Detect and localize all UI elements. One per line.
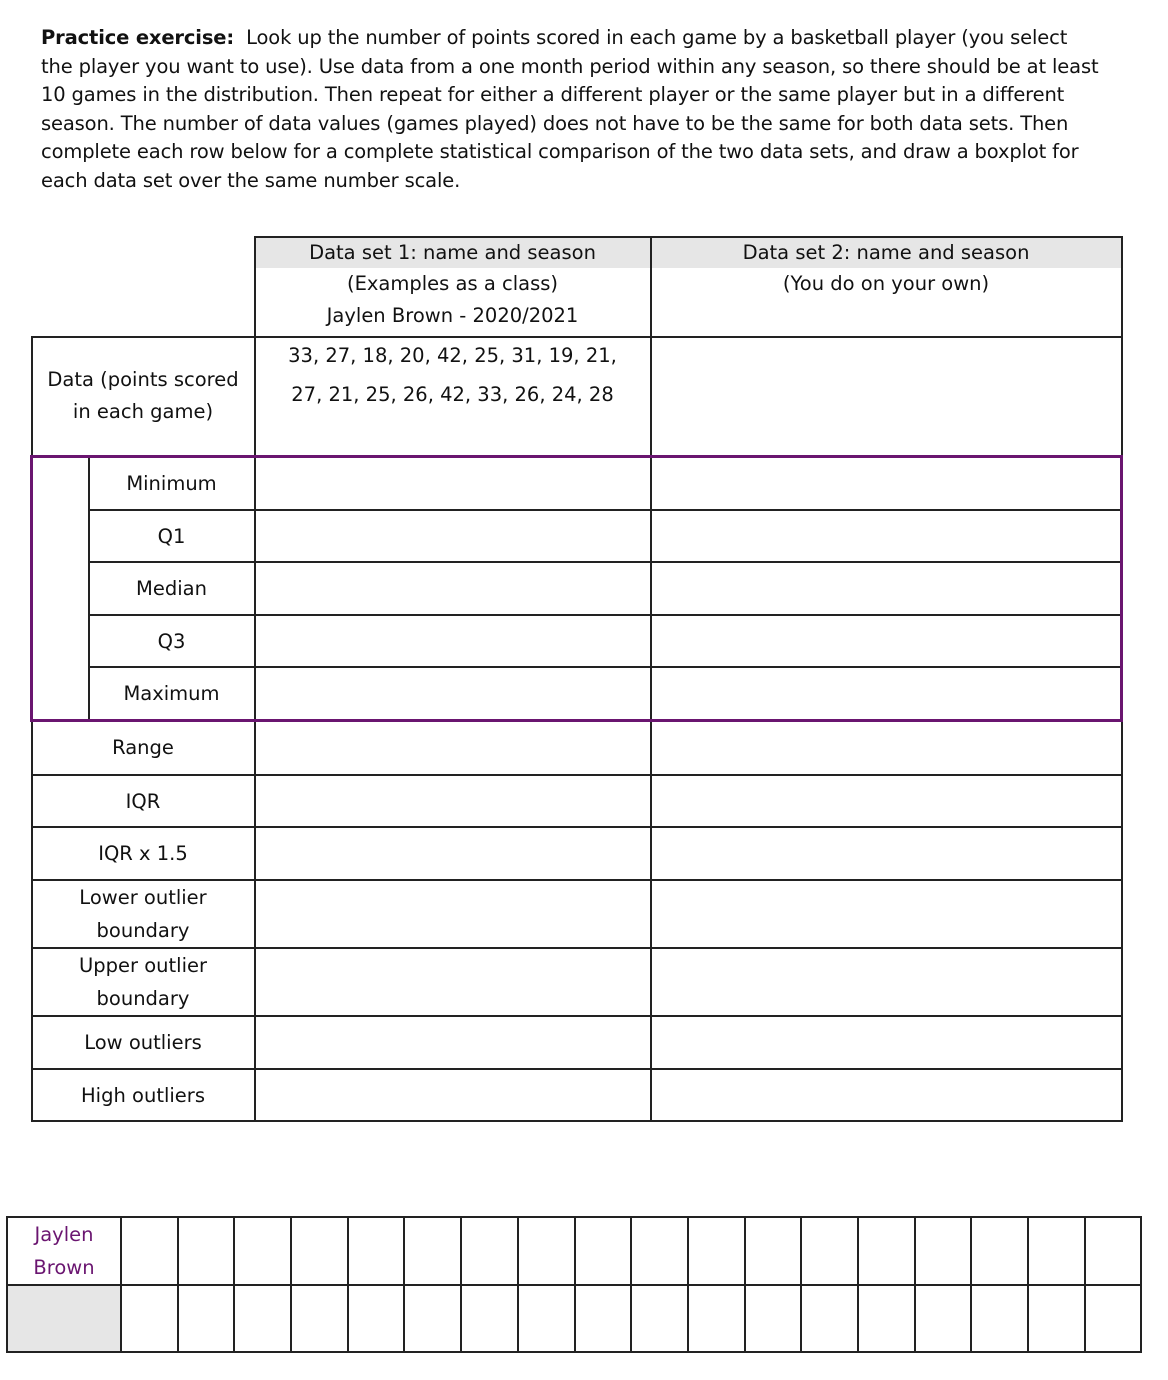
instructions (41, 24, 1101, 196)
comparison-table (30, 236, 1123, 1122)
grid-cell[interactable] (178, 1285, 235, 1352)
dataset2-q3[interactable] (651, 615, 1122, 667)
instructions-text: Look up the number of points scored in each game by a basketball player (you select the player you want to use). Use data from a one month period within any season, so there should be at least 10 games in the distribution. Then repeat for either a different player or the same player but in a different season. The number of data values (games played) does not have to be the same for both data sets. Then complete each row below for a complete statistical comparison of the two data sets, and draw a boxplot for each data set over the same number scale. (41, 26, 1099, 192)
dataset2-iqr[interactable] (651, 775, 1122, 827)
grid-cell[interactable] (121, 1285, 178, 1352)
grid-cell[interactable] (971, 1285, 1028, 1352)
grid-cell[interactable] (858, 1217, 915, 1285)
grid-cell[interactable] (1028, 1285, 1085, 1352)
maximum-label: Maximum (89, 667, 255, 720)
data-row-label-line2: in each game) (72, 400, 214, 424)
grid-cell[interactable] (801, 1285, 858, 1352)
dataset2-title: Data set 2: name and season (652, 238, 1121, 268)
data-row-label (32, 337, 255, 456)
upper-outlier-boundary-label (32, 948, 255, 1016)
dataset1-values-line1: 33, 27, 18, 20, 42, 25, 31, 19, 21, (288, 344, 617, 367)
grid-cell[interactable] (688, 1217, 745, 1285)
grid-cell[interactable] (688, 1285, 745, 1352)
grid-cell[interactable] (518, 1217, 575, 1285)
dataset1-player: Jaylen Brown - 2020/2021 (326, 304, 579, 327)
grid-cell[interactable] (575, 1285, 632, 1352)
grid-cell[interactable] (178, 1217, 235, 1285)
boxplot-number-line-grid (6, 1216, 1142, 1353)
dataset1-title: Data set 1: name and season (256, 238, 650, 268)
dataset1-maximum[interactable] (255, 667, 651, 720)
high-outliers-label: High outliers (32, 1069, 255, 1121)
dataset1-lower-boundary[interactable] (255, 880, 651, 948)
q1-label: Q1 (89, 510, 255, 562)
grid-cell[interactable] (915, 1217, 972, 1285)
grid-cell[interactable] (858, 1285, 915, 1352)
dataset2-subtitle: (You do on your own) (782, 272, 990, 295)
lower-outlier-boundary-label (32, 880, 255, 948)
blank-corner (32, 237, 255, 337)
grid-cell[interactable] (801, 1217, 858, 1285)
grid-cell[interactable] (234, 1285, 291, 1352)
five-number-bracket (32, 456, 89, 720)
dataset2-values[interactable] (651, 337, 1122, 456)
dataset1-q1[interactable] (255, 510, 651, 562)
instructions-label: Practice exercise: (41, 26, 235, 49)
dataset2-lower-boundary[interactable] (651, 880, 1122, 948)
grid-cell[interactable] (1085, 1285, 1142, 1352)
dataset1-iqr[interactable] (255, 775, 651, 827)
range-label: Range (32, 720, 255, 775)
iqr-label: IQR (32, 775, 255, 827)
grid-cell[interactable] (1085, 1217, 1142, 1285)
grid-cell[interactable] (745, 1285, 802, 1352)
grid-cell[interactable] (404, 1217, 461, 1285)
grid-cell[interactable] (461, 1217, 518, 1285)
grid-cell[interactable] (291, 1285, 348, 1352)
dataset1-median[interactable] (255, 562, 651, 615)
grid-cell[interactable] (631, 1285, 688, 1352)
dataset2-maximum[interactable] (651, 667, 1122, 720)
dataset1-low-outliers[interactable] (255, 1016, 651, 1069)
grid-cell[interactable] (915, 1285, 972, 1352)
grid-cell[interactable] (631, 1217, 688, 1285)
dataset1-subtitle: (Examples as a class) (346, 272, 559, 295)
upper-boundary-line2: boundary (96, 987, 190, 1010)
dataset1-header (255, 237, 651, 337)
grid-cell[interactable] (518, 1285, 575, 1352)
grid-cell[interactable] (348, 1217, 405, 1285)
dataset2-q1[interactable] (651, 510, 1122, 562)
dataset1-values (255, 337, 651, 456)
grid-cell[interactable] (971, 1217, 1028, 1285)
dataset1-upper-boundary[interactable] (255, 948, 651, 1016)
dataset2-low-outliers[interactable] (651, 1016, 1122, 1069)
grid-cell[interactable] (461, 1285, 518, 1352)
dataset2-median[interactable] (651, 562, 1122, 615)
grid-cell[interactable] (1028, 1217, 1085, 1285)
dataset1-range[interactable] (255, 720, 651, 775)
player-shaded-cell (7, 1285, 121, 1352)
grid-cell[interactable] (291, 1217, 348, 1285)
player-name-cell (7, 1217, 121, 1285)
dataset1-values-line2: 27, 21, 25, 26, 42, 33, 26, 24, 28 (291, 383, 614, 406)
dataset2-header (651, 237, 1122, 337)
grid-cell[interactable] (121, 1217, 178, 1285)
grid-cell[interactable] (575, 1217, 632, 1285)
grid-cell[interactable] (234, 1217, 291, 1285)
dataset2-range[interactable] (651, 720, 1122, 775)
upper-boundary-line1: Upper outlier (78, 954, 208, 977)
player-name-line1: Jaylen (34, 1223, 94, 1246)
dataset2-minimum[interactable] (651, 456, 1122, 510)
grid-cell[interactable] (745, 1217, 802, 1285)
median-label: Median (89, 562, 255, 615)
dataset2-high-outliers[interactable] (651, 1069, 1122, 1121)
dataset1-high-outliers[interactable] (255, 1069, 651, 1121)
dataset2-iqr-times-1-5[interactable] (651, 827, 1122, 880)
low-outliers-label: Low outliers (32, 1016, 255, 1069)
minimum-label: Minimum (89, 456, 255, 510)
grid-cell[interactable] (348, 1285, 405, 1352)
dataset1-minimum[interactable] (255, 456, 651, 510)
player-name-line2: Brown (33, 1256, 95, 1279)
dataset2-upper-boundary[interactable] (651, 948, 1122, 1016)
q3-label: Q3 (89, 615, 255, 667)
data-row-label-line1: Data (points scored (47, 368, 239, 392)
dataset1-q3[interactable] (255, 615, 651, 667)
dataset1-iqr-times-1-5[interactable] (255, 827, 651, 880)
iqr-times-1-5-label: IQR x 1.5 (32, 827, 255, 880)
lower-boundary-line1: Lower outlier (79, 886, 207, 909)
lower-boundary-line2: boundary (96, 919, 190, 942)
grid-cell[interactable] (404, 1285, 461, 1352)
